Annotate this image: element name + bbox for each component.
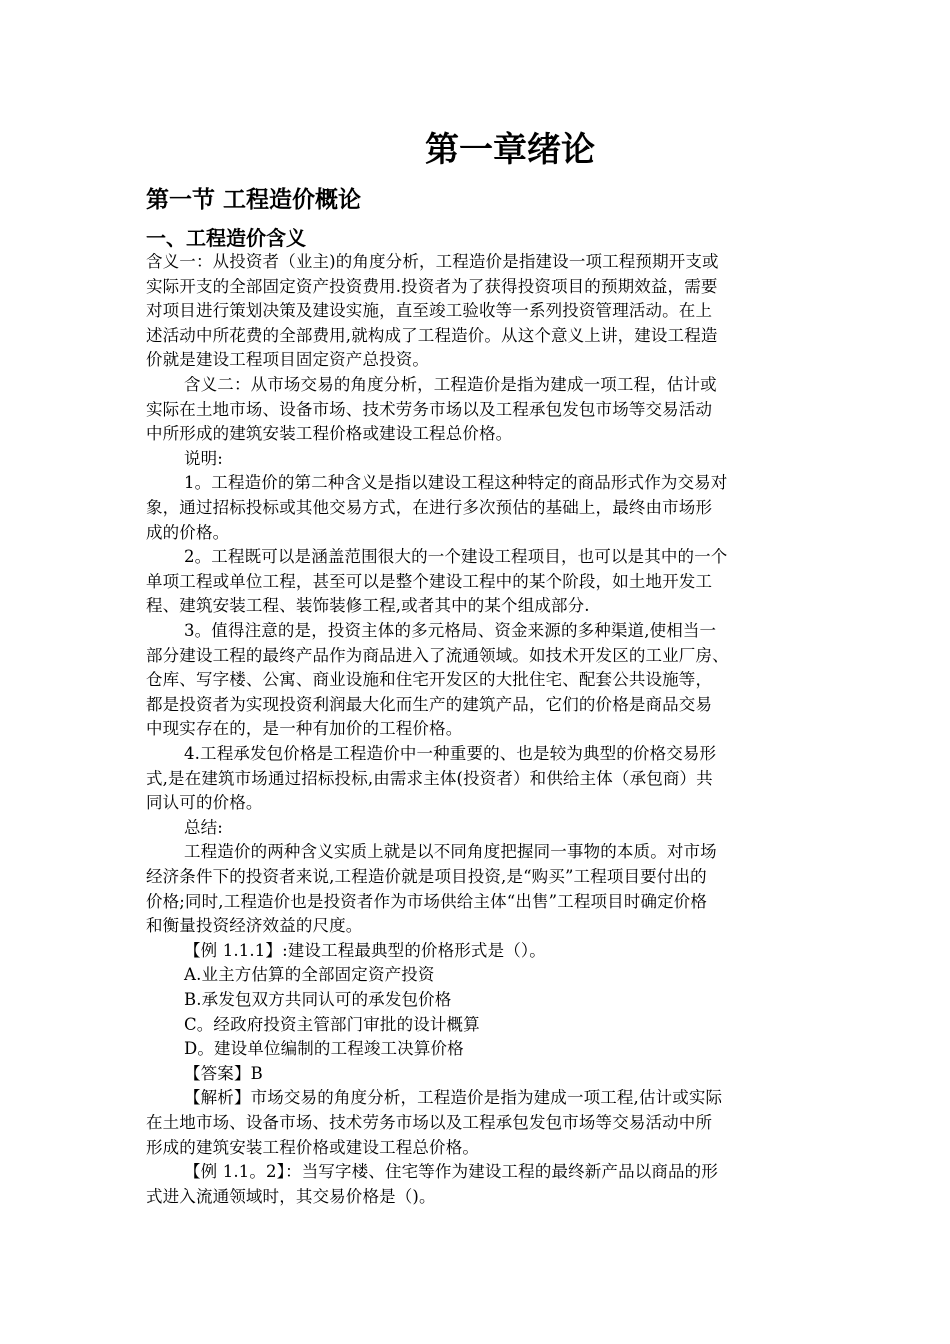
paragraph-line: C。经政府投资主管部门审批的设计概算 [184,1014,480,1034]
paragraph-line: 【例 1.1。2】：当写字楼、住宅等作为建设工程的最终新产品以商品的形 [184,1162,718,1182]
paragraph-line: 【答案】B [184,1063,263,1083]
paragraph-line: 同认可的价格。 [146,793,263,813]
paragraph-line: 3。值得注意的是，投资主体的多元格局、资金来源的多种渠道,使相当一 [184,621,717,640]
paragraph-line: 经济条件下的投资者来说,工程造价就是项目投资,是“购买”工程项目要付出的 [146,867,707,886]
paragraph-line: 说明: [184,448,224,468]
paragraph-line: 仓库、写字楼、公寓、商业设施和住宅开发区的大批住宅、配套公共设施等， [146,670,713,690]
paragraph-line: 和衡量投资经济效益的尺度。 [146,916,363,936]
paragraph-line: 中现实存在的，是一种有加价的工程价格。 [146,719,463,739]
paragraph-line: 式进入流通领域时，其交易价格是（)。 [146,1186,436,1206]
paragraph-line: 含义二：从市场交易的角度分析，工程造价是指为建成一项工程，估计或 [184,375,717,394]
paragraph-line: 价就是建设工程项目固定资产总投资。 [146,350,430,370]
paragraph-line: 部分建设工程的最终产品作为商品进入了流通领域。如技术开发区的工业厂房、 [146,645,729,665]
paragraph-line: 价格;同时,工程造价也是投资者作为市场供给主体“出售”工程项目时确定价格 [146,891,708,911]
paragraph-line: 在土地市场、设备市场、技术劳务市场以及工程承包发包市场等交易活动中所 [146,1113,713,1132]
subsection-title: 一、工程造价含义 [146,226,306,250]
paragraph-line: 单项工程或单位工程，甚至可以是整个建设工程中的某个阶段，如土地开发工 [146,571,713,591]
paragraph-line: 程、建筑安装工程、装饰装修工程,或者其中的某个组成部分. [146,596,590,616]
paragraph-line: 1。工程造价的第二种含义是指以建设工程这种特定的商品形式作为交易对 [184,473,728,493]
paragraph-line: 述活动中所花费的全部费用,就构成了工程造价。从这个意义上讲，建设工程造 [146,325,718,345]
paragraph-line: D。建设单位编制的工程竣工决算价格 [184,1039,464,1059]
paragraph-line: 实际在土地市场、设备市场、技术劳务市场以及工程承包发包市场等交易活动 [146,399,713,419]
paragraph-line: 都是投资者为实现投资利润最大化而生产的建筑产品，它们的价格是商品交易 [146,694,713,714]
paragraph-line: 式,是在建筑市场通过招标投标,由需求主体(投资者）和供给主体（承包商）共 [146,768,713,788]
paragraph-line: 中所形成的建筑安装工程价格或建设工程总价格。 [146,424,513,444]
paragraph-line: 实际开支的全部固定资产投资费用.投资者为了获得投资项目的预期效益，需要 [146,276,718,296]
paragraph-line: 2。工程既可以是涵盖范围很大的一个建设工程项目，也可以是其中的一个 [184,547,728,567]
paragraph-line: B.承发包双方共同认可的承发包价格 [184,990,452,1009]
paragraph-line: 4.工程承发包价格是工程造价中一种重要的、也是较为典型的价格交易形 [184,744,717,763]
paragraph-line: 【例 1.1.1】:建设工程最典型的价格形式是（）。 [184,940,546,960]
paragraph-line: 工程造价的两种含义实质上就是以不同角度把握同一事物的本质。对市场 [184,842,717,862]
paragraph-line: 形成的建筑安装工程价格或建设工程总价格。 [146,1137,479,1157]
paragraph-line: 【解析】市场交易的角度分析，工程造价是指为建成一项工程,估计或实际 [184,1088,723,1108]
paragraph-line: A.业主方估算的全部固定资产投资 [184,965,435,985]
paragraph-line: 成的价格。 [146,522,230,542]
paragraph-line: 象，通过招标投标或其他交易方式，在进行多次预估的基础上，最终由市场形 [146,498,713,517]
chapter-title: 第一章绪论 [425,130,595,170]
paragraph-line: 总结: [184,817,224,837]
paragraph-line: 对项目进行策划决策及建设实施，直至竣工验收等一系列投资管理活动。在上 [146,301,713,321]
paragraph-line: 含义一：从投资者（业主)的角度分析，工程造价是指建设一项工程预期开支或 [146,252,719,271]
section-title: 第一节 工程造价概论 [146,187,362,213]
